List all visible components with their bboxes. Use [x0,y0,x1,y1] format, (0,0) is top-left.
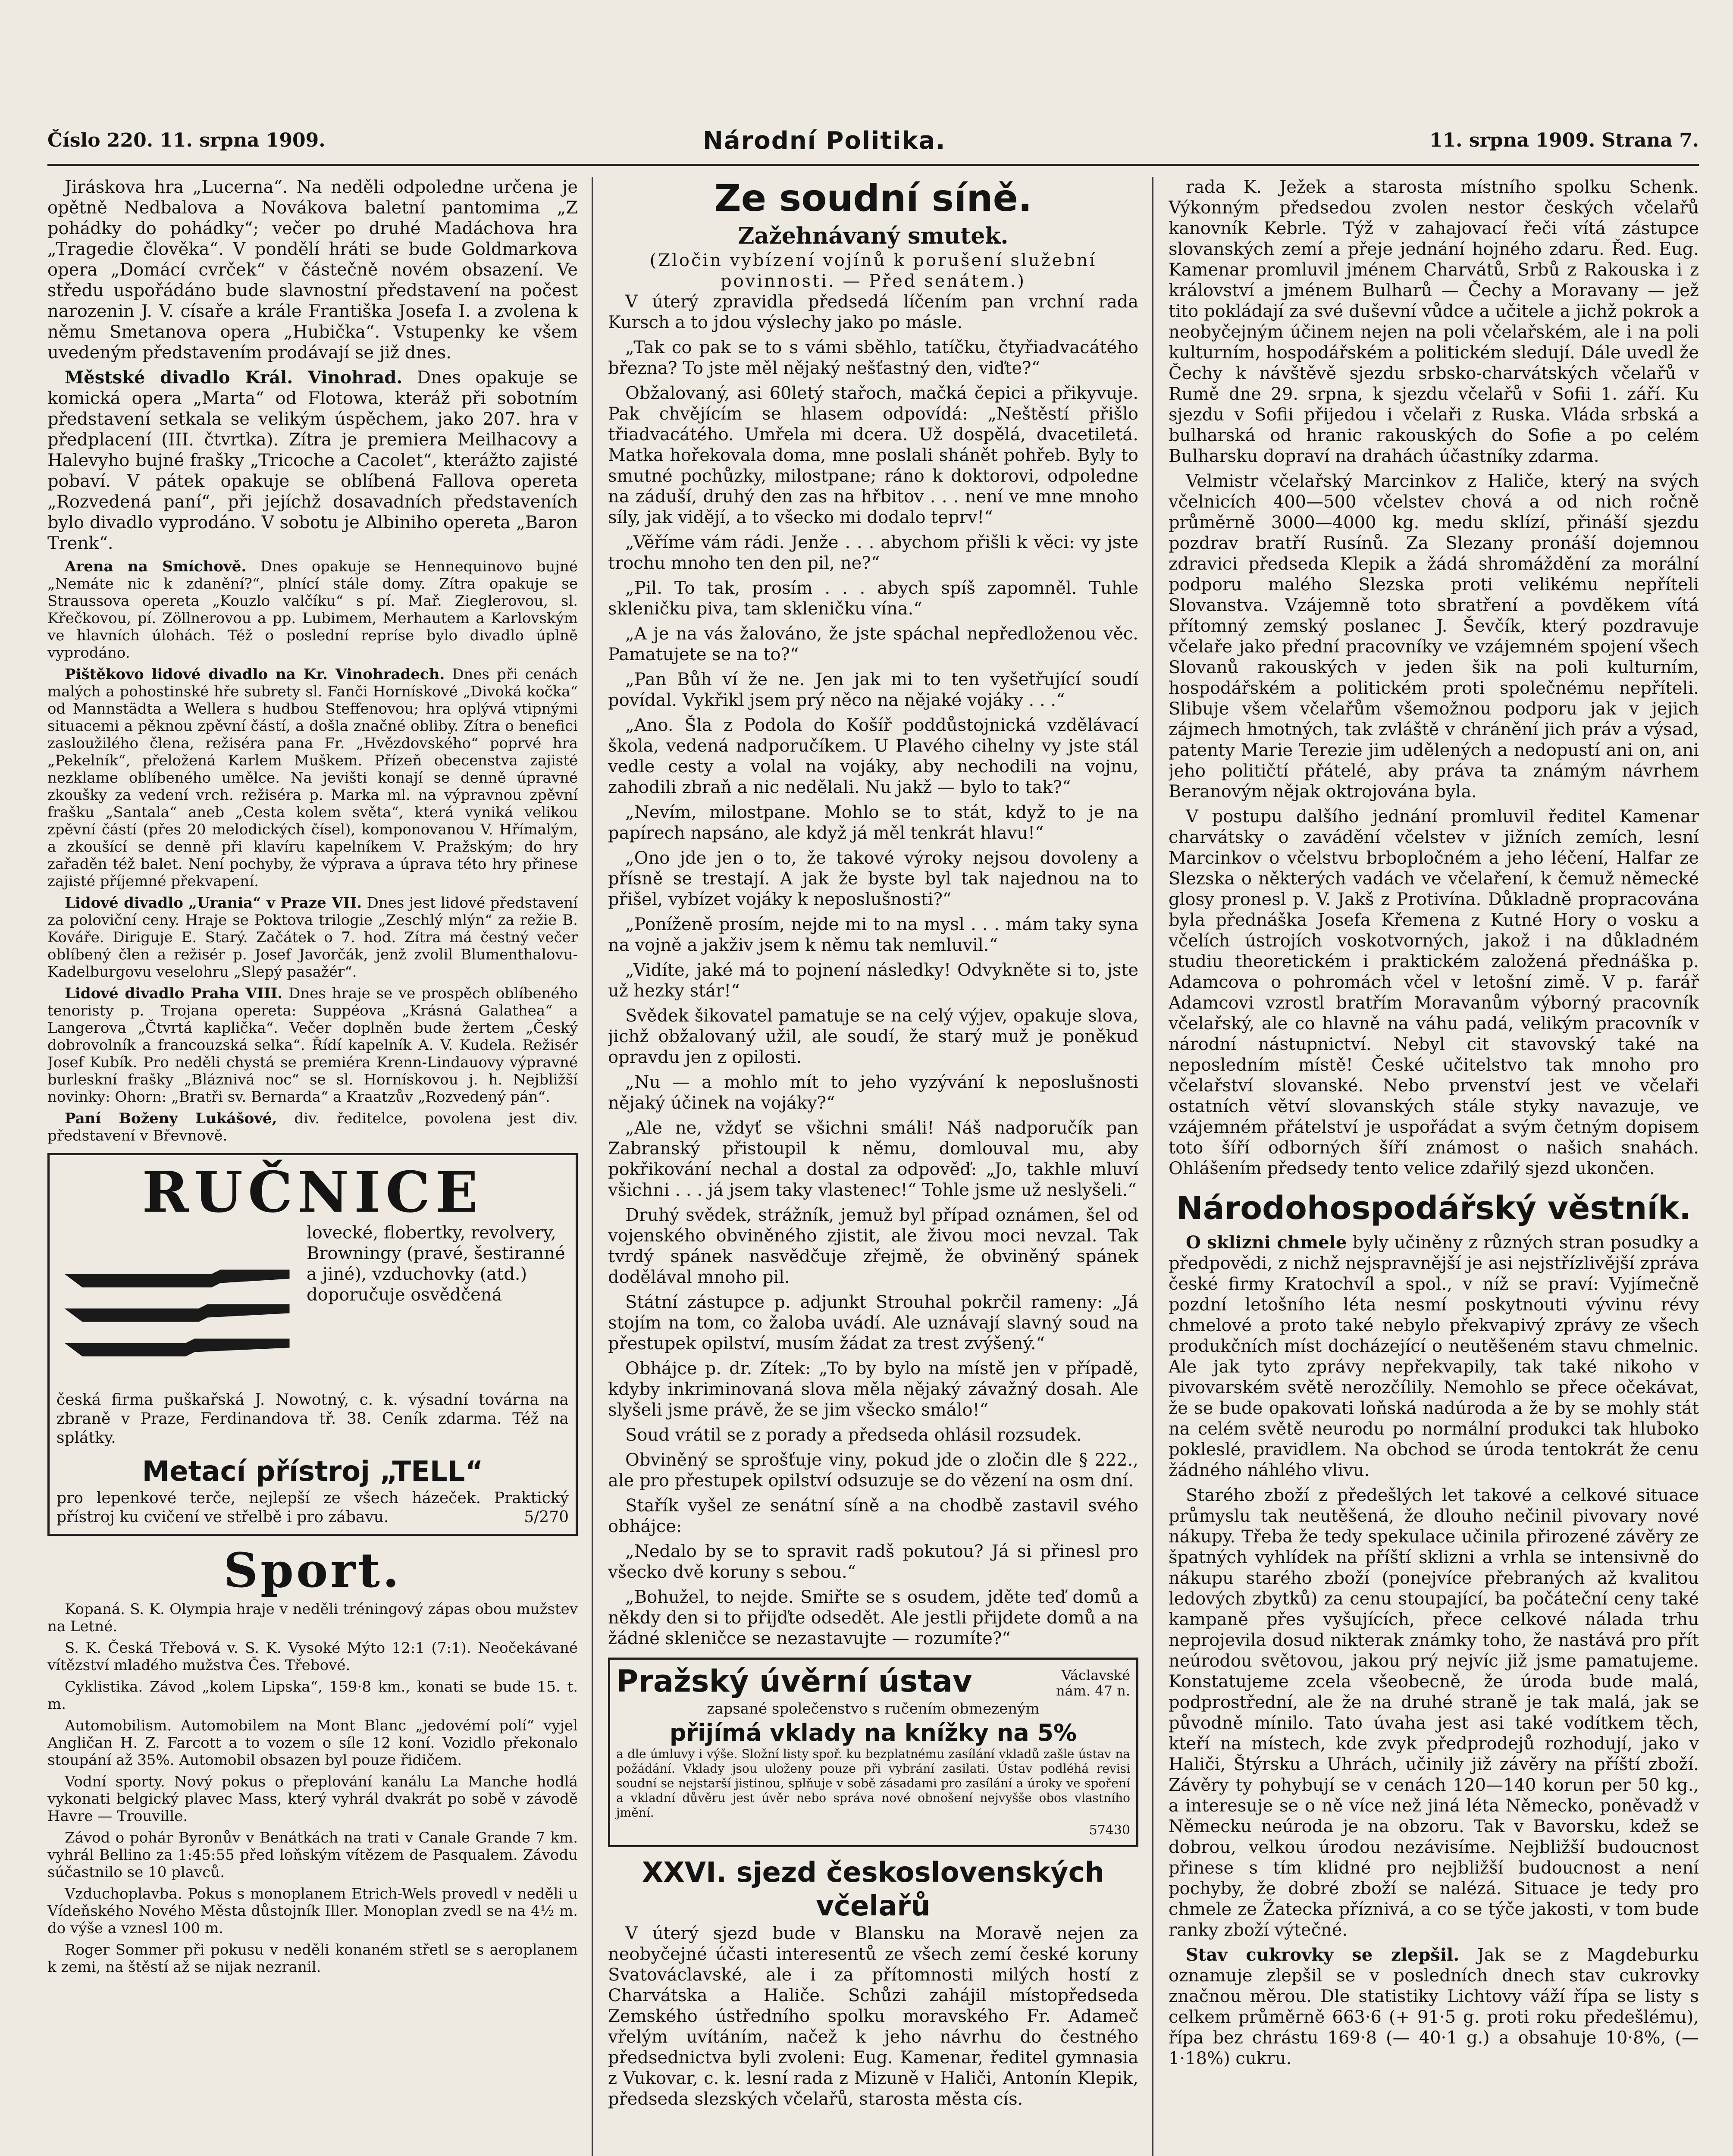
theatre-paragraph: Paní Boženy Lukášové, div. ředitelce, povolena jest div. představení v Břevnově. [47,1110,578,1144]
section-head: Lidové divadlo Praha VIII. [65,985,283,1002]
congress-paragraph: V úterý sjezd bude v Blansku na Moravě nejen za neobyčejné účasti interesentů ze všech zemí české koruny Svatováclavské, ale i za přítomnosti milých hostí z Charvátska a Haliče. Schůzi zahájil místopředseda Zemského ústředního spolku moravského Fr. Adameč vřelým uvítáním, načež k jeho návrhu do čestného předsednictva byli zvoleni: Eug. Kamenar, ředitel gymnasia z Vukovar, c. k. lesní rada z Mizuně v Haliči, Antonín Klepik, předseda slezských včelařů, starosta města cís. [608,1924,1138,2109]
bank-address: Václavské nám. 47 n. [1056,1667,1130,1699]
court-paragraph: „Vidíte, jaké má to pojnení následky! Odvykněte si to, jste už hezky stár!“ [608,960,1138,1001]
court-lead: (Zločin vybízení vojínů k porušení služební povinnosti. — Před senátem.) [649,251,1097,291]
congress-title: XXVI. sjezd československých včelařů [642,1857,1105,1922]
ad-title: RUČNICE [142,1159,483,1225]
court-paragraph: Soud vrátil se z porady a předseda ohlásil rozsudek. [625,1425,1082,1445]
section-head: O sklizni chmele [1186,1232,1347,1253]
court-paragraph: „Ale ne, vždyť se všichni smáli! Náš nadporučík pan Zabranský přistoupil k němu, domlouval mu, aby pokřikování nechal a dostal za odpověď: „Jo, takhle mluví všichni . . . já jsem taky vlastenec!“ Tohle jsme už neslyšeli.“ [608,1118,1138,1200]
court-paragraph: Obžalovaný, asi 60letý stařoch, mačká čepici a přikyvuje. Pak chvějícím se hlasem odpovídá: „Neštěstí přišlo třiadvacátého. Umřela mi dcera. Už dospělá, dvacetiletá. Matka hořekovala doma, mne poslali shánět pohřeb. Byly to smutné pochůzky, milostpane; ráno k doktorovi, odpoledne na záduší, druhý den zas na hřbitov . . . není ve mne mnoho síly, jak vidějí, a to všecko mi dodalo teprv!“ [608,383,1138,527]
court-title: Ze soudní síně. [714,177,1032,220]
congress-paragraph: rada K. Ježek a starosta místního spolku Schenk. Výkonným předsedou zvolen nestor českých včelařů kanovník Kebrle. Týž v zahajovací řeči vítá zástupce slovanských zemí a přeje jednání hojného zdaru. Řed. Eug. Kamenar promluvil jménem Charvátů, Srbů z Rakouska i z království a jménem Bulharů — Čechy a Moravany — jež tito pokládají za své duševní vůdce a učitele a jichž pokrok a neobyčejným účinem nejen na poli včelařském, ale i na poli kulturním, hospodářském a politickém sledují. Dále uvedl že Čechy k návštěvě sjezdu srbsko-charvátských včelařů v Rumě dne 29. srpna, k sjezdu včelařů v Sofii 1. září. Ku sjezdu v Sofii přijedou i včelaři z Ruska. Vláda srbská a bulharská od hranic rakouských do Sofie a po celém Bulharsku dopraví na drahách účastníky zdarma. [1169,177,1699,466]
column-separator [592,177,593,2156]
bank-small-print: a dle úmluvy i výše. Složní listy spoř. ku bezplatnému zasílání vkladů zašle ústav na požádání. Vklady jsou uloženy pouze při vybrání zasilati. Ústav podléhá revisi soudní se nejstarší jistinou, splňuje v sobě zásadami pro zasílání a úroky ve spoření a vkladní důvěru jest úvěr nebo správa nové obnošení nejvyšše obos vlastního jmění. [616,1747,1130,1820]
section-head: Stav cukrovky se zlepšil. [1186,1945,1460,1965]
court-paragraph: „Pan Bůh ví že ne. Jen jak mi to ten vyšetřující soudí povídal. Vykřikl jsem prý něco na nějaké vojáky . . .“ [608,670,1138,710]
congress-paragraph: V postupu dalšího jednání promluvil ředitel Kamenar charvátsky o zavádění včelstev v jižních zemích, lesní Marcinkov o včelstvu brbopločném a jeho léčení, Halfar ze Slezska o některých vadách ve včelaření, k čemuž německé glosy pronesl p. V. Jakš z Protivína. Důkladně propracována byla přednáška Josefa Křemena z Kutné Hory o vosku a včelích ústrojích voskotvorných, jakož i na důkladném studiu theoretickém i praktickém založená přednáška p. Adamcova o pohromách včel v letošní zimě. V p. farář Adamcovi vzrostl bratřím Moravanům výborný pracovník včelařský, ale co hlavně na váhu padá, velikým pracovník v národní nástupnictví. Nebyl cit stavovský také na neposledním místě! České učitelstvo tak mnoho pro včelařství slovanské. Nebo prvenství jest ve včelaři ostatních větví slovanských stále styky navazuje, ve vzájemném přátelství je uspořádat a svým četným dopisem toto šíří odborných šíří známost o našich snahách. Ohlášením předsedy tento velice zdařilý sjezd ukončen. [1169,807,1699,1178]
bank-offer: přijímá vklady na knížky na 5% [669,1719,1077,1746]
court-paragraph: „Tak co pak se to s vámi sběhlo, tatíčku, čtyřiadvacátého března? To jste měl nějaký nešťastný den, viďte?“ [608,338,1138,378]
ad-subtitle: Metací přístroj „TELL“ [142,1456,483,1488]
section-head: Arena na Smíchově. [65,558,247,575]
section-head: Paní Boženy Lukášové, [65,1110,277,1127]
theatre-paragraph: Městské divadlo Král. Vinohrad. Dnes opakuje se komická opera „Marta“ od Flotowa, kteráž při sobotním představení setkala se velikým úspěchem, jako 207. hra v předplacení (III. čtvrtka). Zítra je premiera Meilhacovy a Halevyho bujné frašky „Tricoche a Cacolet“, kterážto zajisté pobaví. V pátek opakuje se oblíbená Fallova opereta „Rozvedená paní“, při jejíchž dosavadních představeních bylo divadlo vyprodáno. V sobotu je Albiniho opereta „Baron Trenk“. [47,367,578,553]
sport-paragraph: Vzduchoplavba. Pokus s monoplanem Etrich-Wels provedl v neděli u Vídeňského Nového Města důstojník Iller. Monoplan zvedl se na 4½ m. do výše a vznesl 100 m. [47,1885,578,1937]
court-paragraph: „A je na vás žalováno, že jste spáchal nepředloženou věc. Pamatujete se na to?“ [608,624,1138,664]
rifle-illustration-icon [56,1222,298,1386]
economy-title: Národohospodářský věstník. [1176,1190,1692,1227]
ad-description: lovecké, flobertky, revolvery, Browningy (pravé, šestiranné a jiné), vzduchovky (atd.) doporučuje osvědčená [307,1223,565,1305]
theatre-paragraph: Lidové divadlo „Urania“ v Praze VII. Dnes jest lidové představení za poloviční ceny. Hraje se Poktova trilogie „Zeschlý mlýn“ za režie B. Kováře. Diriguje E. Starý. Začátek o 7. hod. Zítra má čestný večer oblíbený člen a režisér p. Josef Javorčák, jenž zvolil Blumenthalovu-Kadelburgovu veselohru „Slepý pasažér“. [47,894,578,981]
court-paragraph: „Věříme vám rádi. Jenže . . . abychom přišli k věci: vy jste trochu mnoho ten den pil, ne?“ [608,533,1138,573]
court-paragraph: V úterý zpravidla předsedá líčením pan vrchní rada Kursch a to jdou výslechy jako po másle. [608,292,1138,332]
court-paragraph: Druhý svědek, strážník, jemuž byl případ oznámen, šel od vojenského obviněného zjistit, ale živou moci nevzal. Tak tvrdý spánek nasvědčuje zřejmě, že obviněný spánek dodělával mnoho pil. [608,1205,1138,1287]
bank-advertisement [608,1658,1138,1847]
court-paragraph: Obhájce p. dr. Zítek: „To by bylo na místě jen v případě, kdyby inkriminovaná slova měla nějaký závažný dosah. Ale slyšeli jsme právě, že se jim všecko smálo!“ [608,1359,1138,1420]
newspaper-page [47,129,1699,2156]
court-paragraph: „Ano. Šla z Podola do Košíř poddůstojnická vzdělávací škola, vedená nadporučíkem. U Plavého cihelny vy jste stál vedle cesty a volal na vojáky, aby nechodili na vojnu, zahodili zbraň a nic nedělali. Nu jakž — bylo to tak?“ [608,715,1138,797]
masthead: Národní Politika. [703,127,946,155]
court-paragraph: „Bohužel, to nejde. Smiřte se s osudem, jděte teď domů a někdy den si to přijďte odsedět. Ale jestli přijdete domů a na žádné skleničce se nezastavujte — rozumíte?“ [608,1587,1138,1648]
court-paragraph: „Nevím, milostpane. Mohlo se to stát, když to je na papírech napsáno, ale když já měl tenkrát hlavu!“ [608,802,1138,843]
court-paragraph: Obviněný se sprošťuje viny, pokud jde o zločin dle § 222., ale pro přestupek opilství odsuzuje se do vězení na osm dní. [608,1450,1138,1491]
congress-paragraph: Velmistr včelařský Marcinkov z Haliče, který na svých včelnicích 400—500 včelstev chová a od nich ročně průměrně 3000—4000 kg. medu sklízí, přináší sjezdu pozdrav bratří Rusínů. Za Slezany pronáší dojemnou zdravici předseda Klepik a žádá shromáždění za morální podporu malého Slezska proti velikému nepříteli Slovanstva. Vzájemně toto sbratření a povděkem vítá přítomný zemský poslanec J. Ševčík, který pozdravuje včelaře jako přední pracovníky ve vzájemném spojení všech Slovanů rakouských v jeden šik na poli kulturním, hospodářském a politickém proti společnému nepříteli. Slibuje všem včelařům všemožnou podporu jak v jejich zájmech hmotných, tak zvláště v chránění jich práv a výsad, patenty Marie Terezie jim udělených a nedopustí ani on, ani jeho političtí přátelé, aby práva ta známým návrhem Beranovým nějak oktrojována byla. [1169,471,1699,802]
page-number: 11. srpna 1909. Strana 7. [1429,129,1699,151]
bank-title: Pražský úvěrní ústav [616,1664,972,1699]
theatre-paragraph: Jiráskova hra „Lucerna“. Na neděli odpoledne určena je opětně Nedbalova a Novákova baletní pantomima „Z pohádky do pohádky“; večer po druhé Madáchova hra „Tragedie člověka“. V pondělí hráti se bude Goldmarkova opera „Domácí cvrček“ v částečně novém obsazení. Ve středu uspořádáno bude slavnostní představení na počest narozenin J. V. císaře a krále Františka Josefa I. a zvolena k němu Smetanova opera „Hubička“. Vstupenky ke všem uvedeným představením prodávají se již dnes. [47,177,578,363]
sport-title: Sport. [223,1542,402,1598]
column-2 [608,177,1138,2114]
sport-paragraph: Roger Sommer při pokusu v neděli konaném střetl se s aeroplanem k zemi, na štěstí až se nijak nezranil. [47,1941,578,1976]
sport-paragraph: Kopaná. S. K. Olympia hraje v neděli tréningový zápas obou mužstev na Letné. [47,1601,578,1635]
section-head: Lidové divadlo „Urania“ v Praze VII. [65,894,362,912]
column-3 [1169,177,1699,2073]
ad-firm: česká firma puškařská J. Nowotný, c. k. výsadní továrna na zbraně v Praze, Ferdinandova tř. 38. Ceník zdarma. Též na splátky. [56,1391,569,1447]
court-paragraph: „Pil. To tak, prosím . . . abych spíš zapomněl. Tuhle skleničku piva, tam skleničku vína.“ [608,578,1138,619]
sport-paragraph: Závod o pohár Byronův v Benátkách na trati v Canale Grande 7 km. vyhrál Bellino za 1:45:55 před loňským vítězem de Pasqualem. Závodu súčastnilo se 10 plavců. [47,1829,578,1881]
economy-paragraph: Stav cukrovky se zlepšil. Jak se z Magdeburku oznamuje zlepšil se v posledních dnech stav cukrovky značnou měrou. Dle statistiky Lichtovy váží řípa se listy s celkem průměrně 663·6 (+ 91·5 g. proti roku předešlému), řípa bez chrástu 169·8 (— 40·1 g.) a obsahuje 10·8%, (— 1·18%) cukru. [1169,1945,1699,2068]
bank-code: 57430 [1089,1823,1130,1838]
page-header [47,129,1699,164]
court-paragraph: „Nedalo by se to spravit radš pokutou? Já si přinesl pro všecko dvě koruny s sebou.“ [608,1542,1138,1582]
court-paragraph: Svědek šikovatel pamatuje se na celý výjev, opakuje slova, jichž obžalovaný užil, ale soudí, že starý muž je poněkud opravdu jen z opilosti. [608,1006,1138,1067]
ad-code: 5/270 [524,1508,569,1526]
court-paragraph: Státní zástupce p. adjunkt Strouhal pokrčil rameny: „Já stojím na tom, co žaloba uvádí. Ale uznávají slavný soud na přestupek opilství, musím žádat za trest zvýšený.“ [608,1292,1138,1354]
sport-paragraph: Vodní sporty. Nový pokus o přeplování kanálu La Manche hodlá vykonati belgický plavec Mass, který vyhrál dvakrát po sobě v závodě Havre — Trouville. [47,1773,578,1825]
column-separator [1152,177,1153,2156]
issue-number: Číslo 220. 11. srpna 1909. [47,129,326,151]
bank-line: zapsané společenstvo s ručením obmezeným [707,1700,1040,1717]
economy-paragraph: Starého zboží z předešlých let takové a celkové situace průmyslu tak neutěšená, že dlouho nečinil pivovary nové nákupy. Třeba že tedy spekulace učinila přirozené závěry ze špatných vyhlídek na příští sklizni a vrhla se intensivně do nákupu starého zboží (ponejvíce přebraných až kvalitou ledových zbytků) za cenu stoupající, ba počáteční ceny také kampaně přes vyšujících, přece celkové nálada trhu neprojevila dosud nikterak známky toho, že nastává pro přít neúrodou světovou, jakou prý nejvíc již jsme pamatujeme. Konstatujeme zcela všeobecně, že úroda bude malá, podprostřední, ale že na druhé straně je tak malá, jak se původně mínilo. Tato úvaha jest asi také vodítkem těch, kteří na místech, kde zvyk předprodejů rozhodují, jako v Haliči, Štýrsku a Uhrách, učinily již závěry na příští zboží. Závěry ty pohybují se v cenách 120—140 korun per 50 kg., a interesuje se o ně více než jiná léta Německo, poněvadž v Německu neúroda je na obzoru. Tak v Bavorsku, kdež se dobrou, velkou úrodou nezávisíme. Nejbližší budoucnost přinese s tím klidné pro nejbližší budoucnost a není pochyby, že dobré zboží se nalézá. Situace je tedy pro chmele ze Žatecka příznivá, a co se týče jakosti, v tom bude ranky zboží výtečné. [1169,1485,1699,1940]
theatre-paragraph: Arena na Smíchově. Dnes opakuje se Hennequinovo bujné „Nemáte nic k zdanění?“, plnící stále domy. Zítra opakuje se Straussova opereta „Kouzlo valčíku“ s pí. Mař. Zieglerovou, sl. Křečkovou, pí. Zöllnerovou a pp. Lubimem, Merhautem a Karlovským ve hlavních úlohách. Též o poslední repríse bylo divadlo úplně vyprodáno. [47,558,578,661]
court-paragraph: „Poníženě prosím, nejde mi to na mysl . . . mám taky syna na vojně a jakživ jsem k němu tak nemluvil.“ [608,915,1138,955]
ad-subdescription: pro lepenkové terče, nejlepší ze všech házeček. Praktický přístroj ku cvičení ve střelbě i pro zábavu. [56,1489,569,1526]
economy-paragraph: O sklizni chmele byly učiněny z různých stran posudky a předpovědi, z nichž nejspravnější je asi nejstřízlivější zpráva české firmy Kratochvíl a spol., v níž se praví: Vyjímečně pozdní letošního léta nesmí poskytnouti vývinu révy chmelové a proto také nebylo překvapivý zprávy ze všech produkčních míst docházející o neutěšeném stavu chmelnic. Ale jak tyto zprávy nepřekvapily, tak také nikoho v pivovarském světě nerozčílily. Nemohlo se přece očekávat, že se bude opakovati loňská nadúroda a že by se mohly stát na celém světě neurodu po normální produkci tak hluboko pokleslé, pravidlem. Na obchod se úroda tentokrát že cenu žádného náhlého vlivu. [1169,1232,1699,1480]
court-paragraph: „Nu — a mohlo mít to jeho vyzývání k neposlušnosti nějaký účinek na vojáky?“ [608,1072,1138,1113]
court-subtitle: Zažehnávaný smutek. [738,223,1009,249]
sport-paragraph: Automobilism. Automobilem na Mont Blanc „jedovémí polí“ vyjel Angličan H. Z. Farcott a to vozem o síle 12 koní. Vozidlo překonalo stoupání až 35%. Automobil obsazen byl pouze řidičem. [47,1717,578,1769]
court-paragraph: Stařík vyšel ze senátní síně a na chodbě zastavil svého obhájce: [608,1496,1138,1536]
section-head: Městské divadlo Král. Vinohrad. [65,367,403,388]
theatre-paragraph: Pištěkovo lidové divadlo na Kr. Vinohradech. Dnes při cenách malých a pohostinské hře subrety sl. Fanči Hornískové „Divoká kočka“ od Mannstädta a Wellera s hudbou Steffenovou; hra oplývá vtipnými situacemi a pěknou zpěvní částí, a došla značné obliby. Zítra o benefici zasloužilého člena, režiséra pana Fr. „Hvězdovského“ poprvé hra „Pekelník“, přeložená Karlem Muškem. Přízeň obecenstva zajisté nezklame oblíbeného umělce. Na jevišti konají se denně úpravné zkoušky za vedení vrch. režiséra p. Marka ml. na výpravnou zpěvní frašku „Santala“ aneb „Cesta kolem světa“, která vyniká velikou zpěvní částí (přes 20 melodických čísel), komponovanou V. Hřímalým, a zkoušící se denně při klavíru kapelníkem V. Pražským; do hry zařaděn též balet. Není pochyby, že výprava a úprava této hry přinese zajisté příjemné překvapení. [47,666,578,890]
theatre-paragraph: Lidové divadlo Praha VIII. Dnes hraje se ve prospěch oblíbeného tenoristy p. Trojana opereta: Suppéova „Krásná Galathea“ a Langerova „Čtvrtá kaplička“. Večer doplněn bude žertem „Český dobrovolník a francouzská selka“. Řídí kapelník A. V. Kudela. Režisér Josef Kubík. Pro neděli chystá se premiéra Krenn-Lindauovy výpravné burleskní frašky „Bláznivá noc“ se sl. Hornískovou j. h. Nejbližší novinky: Ohorn: „Bratři sv. Bernarda“ a Kraatzův „Rozvedený pán“. [47,985,578,1106]
court-paragraph: „Ono jde jen o to, že takové výroky nejsou dovoleny a přísně se trestají. A jak že byste byl tak najednou na to přišel, vybízet vojáky k neposlušnosti?“ [608,848,1138,909]
rifle-advertisement [47,1153,578,1536]
column-1 [47,177,578,1980]
sport-paragraph: S. K. Česká Třebová v. S. K. Vysoké Mýto 12:1 (7:1). Neočekávané vítězství mladého mužstva Čes. Třebové. [47,1639,578,1674]
section-head: Pištěkovo lidové divadlo na Kr. Vinohradech. [65,666,445,683]
sport-paragraph: Cyklistika. Závod „kolem Lipska“, 159·8 km., konati se bude 15. t. m. [47,1678,578,1713]
header-rule [47,164,1699,166]
